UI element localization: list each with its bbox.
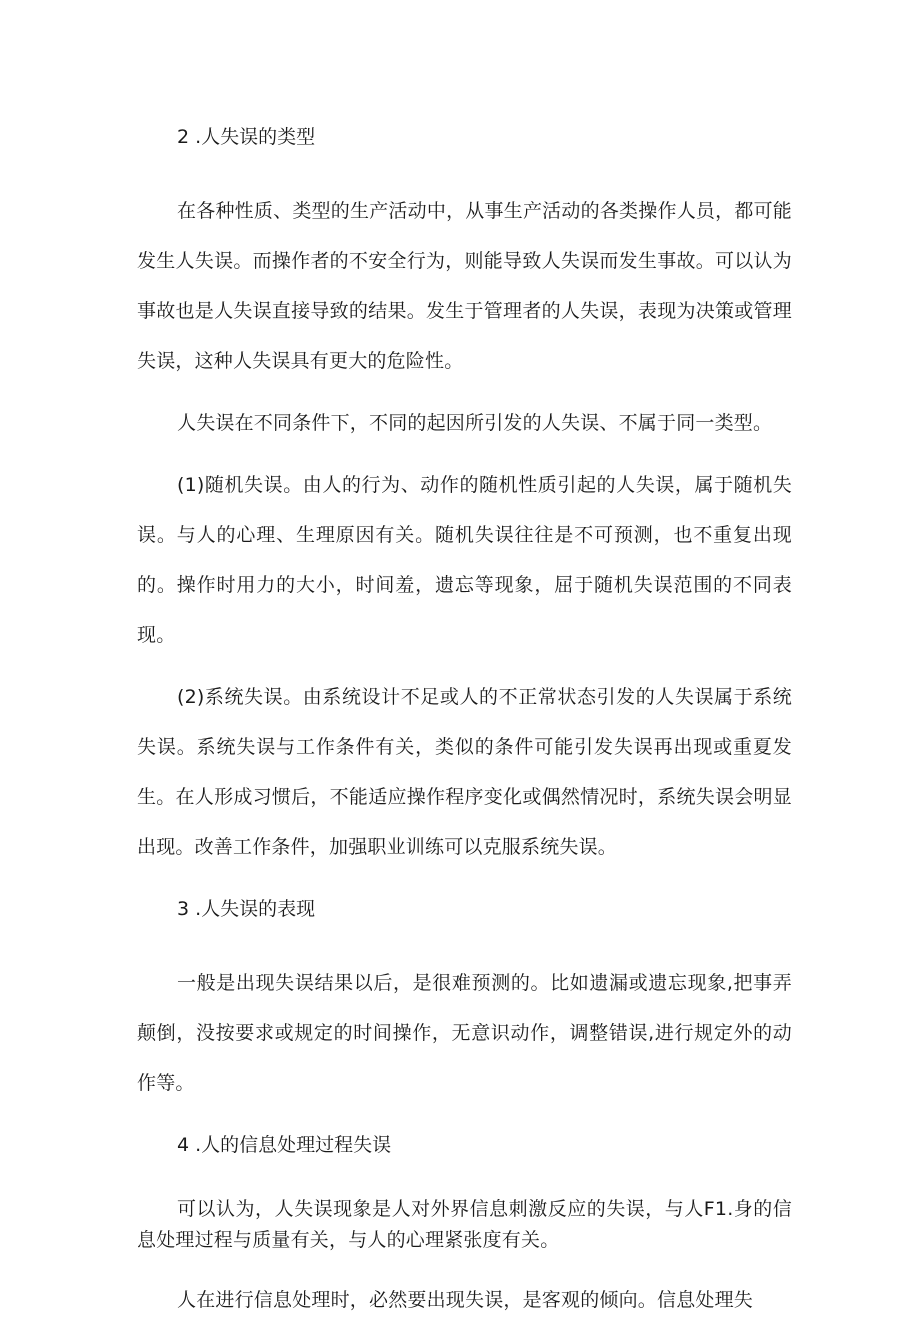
section-heading-4: 4 .人的信息处理过程失误: [177, 1134, 392, 1156]
paragraph: 人在进行信息处理时，必然要出现失误，是客观的倾向。信息处理失: [177, 1289, 754, 1311]
document-body: [137, 112, 792, 1337]
paragraph: 可以认为，人失误现象是人对外界信息刺激反应的失误，与人F1.身的信息处理过程与质量有关，与人的心理紧张度有关。: [137, 1198, 792, 1251]
paragraph: 人失误在不同条件下，不同的起因所引发的人失误、不属于同一类型。: [177, 412, 773, 434]
paragraph: 一般是出现失误结果以后，是很难预测的。比如遗漏或遗忘现象,把事弄颠倒，没按要求或规定的时间操作，无意识动作，调整错误,进行规定外的动作等。: [137, 972, 792, 1094]
section-heading-2: 2 .人失误的类型: [177, 126, 316, 148]
paragraph-random-error: (1)随机失误。由人的行为、动作的随机性质引起的人失误，属于随机失误。与人的心理、生理原因有关。随机失误往往是不可预测，也不重复出现的。操作时用力的大小，时间羞，遗忘等现象，屈于随机失误范围的不同表现。: [137, 474, 792, 646]
paragraph: 在各种性质、类型的生产活动中，从事生产活动的各类操作人员，都可能发生人失误。而操作者的不安全行为，则能导致人失误而发生事故。可以认为事故也是人失误直接导致的结果。发生于管理者的人失误，表现为决策或管理失误，这种人失误具有更大的危险性。: [137, 200, 792, 372]
paragraph-system-error: (2)系统失误。由系统设计不足或人的不正常状态引发的人失误属于系统失误。系统失误与工作条件有关，类似的条件可能引发失误再出现或重夏发生。在人形成习惯后，不能适应操作程序变化或偶然情况时，系统失误会明显出现。改善工作条件，加强职业训练可以克服系统失误。: [137, 686, 792, 858]
section-heading-3: 3 .人失误的表现: [177, 898, 316, 920]
